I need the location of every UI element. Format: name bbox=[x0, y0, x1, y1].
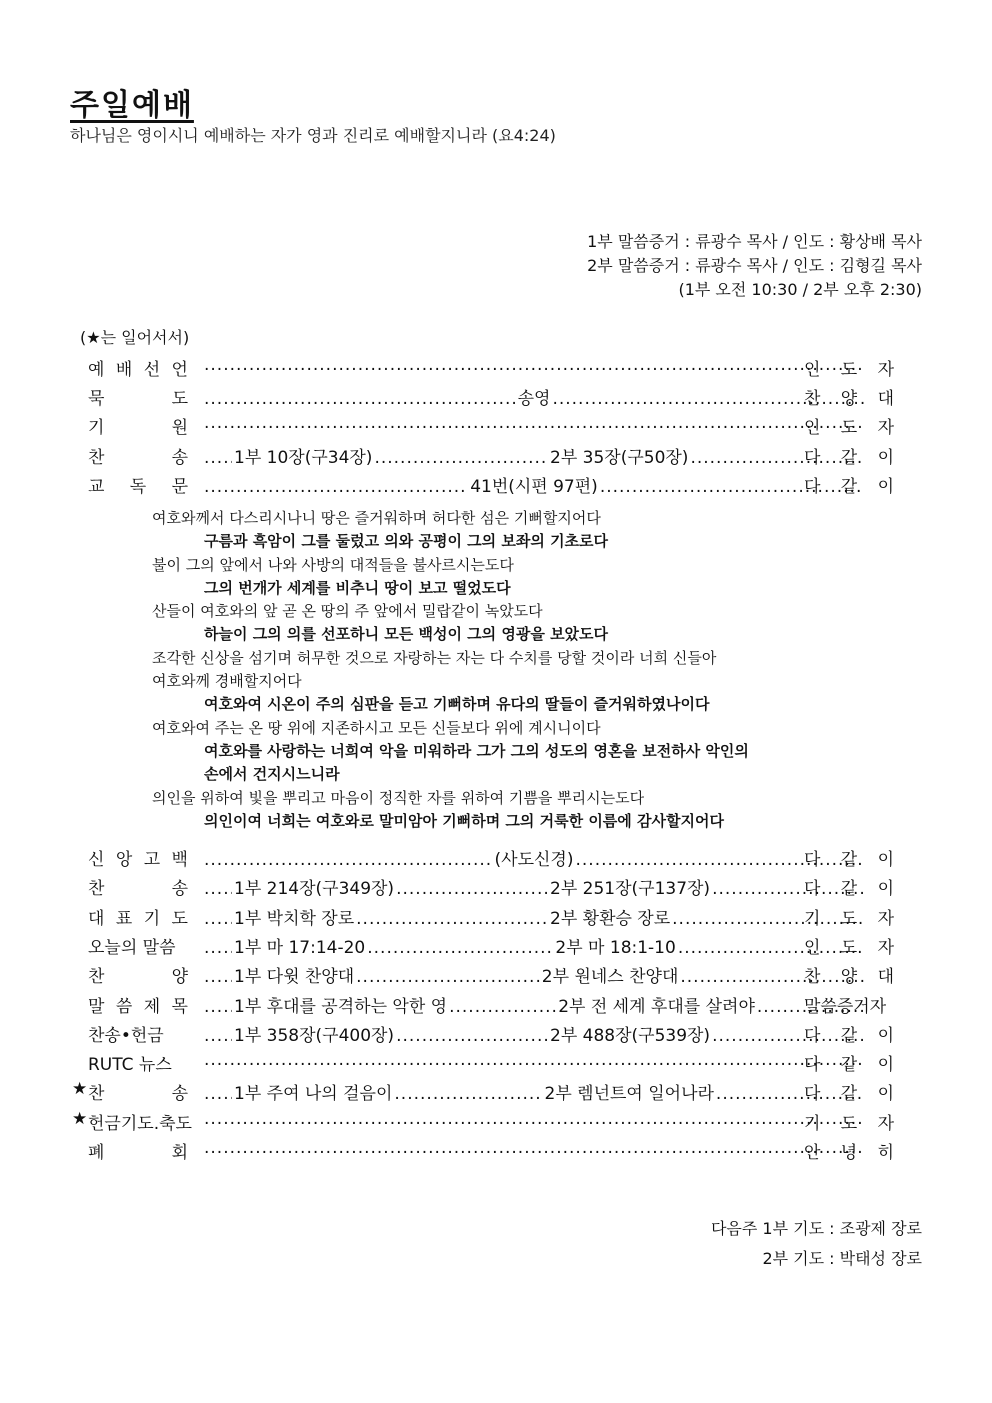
order-label-text: 예 배 선 언 bbox=[88, 360, 188, 380]
leader-dots bbox=[204, 448, 232, 468]
order-row bbox=[70, 1050, 922, 1078]
part-2: 2부 황환승 장로 bbox=[550, 908, 671, 929]
order-body bbox=[204, 1021, 864, 1046]
preacher-line-2: 2부 말씀증거 : 류광수 목사 / 인도 : 김형길 목사 bbox=[587, 256, 922, 275]
leader-dots bbox=[204, 1026, 232, 1046]
part-2: 2부 488장(구539장) bbox=[550, 1025, 711, 1046]
order-row bbox=[70, 1109, 922, 1137]
order-role: 다 같 이 bbox=[804, 1055, 894, 1076]
order-role: 다 같 이 bbox=[804, 850, 894, 870]
leader-dots bbox=[204, 355, 864, 375]
order-row bbox=[70, 992, 922, 1020]
order-body bbox=[204, 472, 864, 497]
bible-verse: 하나님은 영이시니 예배하는 자가 영과 진리로 예배할지니라 (요4:24) bbox=[70, 126, 556, 145]
order-role: 말씀증거자 bbox=[804, 996, 887, 1017]
order-row bbox=[70, 413, 922, 441]
order-label-text: 찬 양 bbox=[88, 967, 188, 988]
order-label-text: 신 앙 고 백 bbox=[88, 850, 188, 870]
part-2: 2부 35장(구50장) bbox=[550, 447, 689, 468]
order-label-text: 폐 회 bbox=[88, 1143, 188, 1163]
part-2: 2부 원네스 찬양대 bbox=[541, 967, 679, 988]
reading-leader-line: 조각한 신상을 섬기며 허무한 것으로 자랑하는 자는 다 수치를 당할 것이라 너희 신들아 bbox=[152, 648, 717, 667]
order-role: 기 도 자 bbox=[804, 908, 894, 929]
next-week-prayer-2: 2부 기도 : 박태성 장로 bbox=[762, 1249, 922, 1268]
order-body bbox=[204, 1109, 864, 1129]
next-week-prayer bbox=[711, 1214, 922, 1274]
order-row bbox=[70, 472, 922, 500]
order-label-text: 찬 송 bbox=[88, 447, 188, 468]
order-row bbox=[70, 904, 922, 932]
order-label-text: 묵 도 bbox=[88, 389, 188, 410]
order-body bbox=[204, 413, 864, 433]
order-role: 인 도 자 bbox=[804, 937, 894, 958]
order-row bbox=[70, 384, 922, 412]
order-row bbox=[70, 845, 922, 873]
leader-dots bbox=[367, 938, 553, 958]
leader-dots bbox=[394, 1084, 542, 1104]
part-2: 2부 렘넌트여 일어나라 bbox=[544, 1084, 714, 1105]
order-role: 인 도 자 bbox=[804, 360, 894, 380]
order-role: 인 도 자 bbox=[804, 418, 894, 439]
leader-dots bbox=[449, 997, 556, 1017]
leader-dots bbox=[356, 967, 540, 987]
order-row bbox=[70, 1079, 922, 1107]
responsive-reading bbox=[152, 507, 892, 833]
reading-people-line: 하늘이 그의 의를 선포하니 모든 백성이 그의 영광을 보았도다 bbox=[204, 625, 609, 644]
reading-people-line: 여호와를 사랑하는 너희여 악을 미워하라 그가 그의 성도의 영혼을 보전하사 악인의 bbox=[204, 741, 749, 760]
order-label-text: 찬 송 bbox=[88, 879, 188, 900]
service-times: (1부 오전 10:30 / 2부 오후 2:30) bbox=[678, 280, 922, 299]
preacher-info bbox=[587, 230, 922, 302]
leader-dots bbox=[204, 1050, 864, 1070]
order-label-text: 말 씀 제 목 bbox=[88, 996, 188, 1017]
reading-leader-line: 의인을 위하여 빛을 뿌리고 마음이 정직한 자를 위하여 기쁨을 뿌리시는도다 bbox=[152, 788, 645, 807]
order-body bbox=[204, 355, 864, 375]
order-body bbox=[204, 992, 864, 1017]
leader-dots bbox=[204, 850, 493, 870]
order-row bbox=[70, 355, 922, 383]
order-body bbox=[204, 904, 864, 929]
reading-leader-line: 산들이 여호와의 앞 곧 온 땅의 주 앞에서 밀랍같이 녹았도다 bbox=[152, 602, 543, 621]
reading-leader-line: 불이 그의 앞에서 나와 사방의 대적들을 불사르시는도다 bbox=[152, 555, 514, 574]
order-row bbox=[70, 874, 922, 902]
part-2: 2부 마 18:1-10 bbox=[555, 937, 676, 958]
order-row bbox=[70, 962, 922, 990]
part-1: 1부 마 17:14-20 bbox=[234, 937, 366, 958]
leader-dots bbox=[204, 967, 232, 987]
reading-people-line: 그의 번개가 세계를 비추니 땅이 보고 떨었도다 bbox=[204, 578, 511, 597]
leader-dots bbox=[204, 1109, 864, 1129]
reading-people-line: 구름과 흑암이 그를 둘렀고 의와 공평이 그의 보좌의 기초로다 bbox=[204, 532, 609, 551]
part-1: 1부 박치학 장로 bbox=[234, 908, 355, 929]
part-1: 1부 후대를 공격하는 악한 영 bbox=[234, 996, 448, 1017]
order-detail: 송영 bbox=[517, 389, 551, 410]
order-label-text: 찬송•헌금 bbox=[88, 1025, 164, 1046]
reading-leader-line: 여호와께 경배할지어다 bbox=[152, 672, 302, 691]
order-body bbox=[204, 1079, 864, 1104]
standing-star: ★ bbox=[72, 1079, 88, 1100]
reading-people-line: 의인이여 너희는 여호와로 말미암아 기뻐하며 그의 거룩한 이름에 감사할지어다 bbox=[204, 811, 724, 830]
order-label-text: 기 원 bbox=[88, 418, 188, 439]
leader-dots bbox=[396, 879, 548, 899]
part-2: 2부 전 세계 후대를 살려야 bbox=[558, 996, 755, 1017]
order-label-text: 교 독 문 bbox=[88, 476, 188, 497]
order-body bbox=[204, 845, 864, 870]
order-label-text: RUTC 뉴스 bbox=[88, 1055, 172, 1076]
part-1: 1부 주여 나의 걸음이 bbox=[234, 1084, 393, 1105]
order-body bbox=[204, 384, 864, 409]
leader-dots bbox=[204, 938, 232, 958]
order-label-text: 찬 송 bbox=[88, 1084, 188, 1105]
order-row bbox=[70, 1138, 922, 1166]
preacher-line-1: 1부 말씀증거 : 류광수 목사 / 인도 : 황상배 목사 bbox=[587, 232, 922, 251]
reading-leader-line: 여호와께서 다스리시나니 땅은 즐거워하며 허다한 섬은 기뻐할지어다 bbox=[152, 509, 601, 527]
order-body bbox=[204, 933, 864, 958]
order-detail: 41번(시편 97편) bbox=[470, 476, 598, 497]
order-role: 다 같 이 bbox=[804, 1084, 894, 1105]
order-label-text: 헌금기도.축도 bbox=[88, 1113, 192, 1134]
part-1: 1부 214장(구349장) bbox=[234, 879, 395, 900]
part-1: 1부 다윗 찬양대 bbox=[234, 967, 355, 988]
order-body bbox=[204, 874, 864, 899]
part-1: 1부 10장(구34장) bbox=[234, 447, 373, 468]
order-role: 다 같 이 bbox=[804, 476, 894, 497]
order-role: 다 같 이 bbox=[804, 1025, 894, 1046]
order-row bbox=[70, 1021, 922, 1049]
leader-dots bbox=[396, 1026, 548, 1046]
leader-dots bbox=[374, 448, 548, 468]
order-role: 찬 양 대 bbox=[804, 389, 894, 410]
order-row bbox=[70, 933, 922, 961]
reading-leader-line: 여호와여 주는 온 땅 위에 지존하시고 모든 신들보다 위에 계시니이다 bbox=[152, 718, 601, 737]
reading-people-line: 여호와여 시온이 주의 심판을 듣고 기뻐하며 유다의 딸들이 즐거워하였나이다 bbox=[204, 695, 710, 714]
leader-dots bbox=[204, 1138, 864, 1158]
next-week-prayer-1: 다음주 1부 기도 : 조광제 장로 bbox=[710, 1219, 922, 1238]
leader-dots bbox=[204, 477, 468, 497]
part-2: 2부 251장(구137장) bbox=[550, 879, 711, 900]
order-body bbox=[204, 962, 864, 987]
order-body bbox=[204, 1138, 864, 1158]
order-role: 다 같 이 bbox=[804, 447, 894, 468]
order-role: 안 녕 히 bbox=[804, 1143, 894, 1163]
order-body bbox=[204, 443, 864, 468]
reading-people-line: 손에서 건지시느니라 bbox=[204, 765, 340, 784]
order-role: 찬 양 대 bbox=[804, 967, 894, 988]
page-title: 주일예배 bbox=[70, 88, 194, 123]
order-label-text: 오늘의 말씀 bbox=[88, 937, 176, 958]
leader-dots bbox=[204, 909, 232, 929]
leader-dots bbox=[356, 909, 548, 929]
leader-dots bbox=[204, 389, 516, 409]
standing-note: (★는 일어서서) bbox=[80, 328, 190, 347]
part-1: 1부 358장(구400장) bbox=[234, 1025, 395, 1046]
leader-dots bbox=[204, 997, 232, 1017]
standing-star: ★ bbox=[72, 1108, 88, 1129]
order-label-text: 대 표 기 도 bbox=[88, 908, 188, 929]
order-detail: (사도신경) bbox=[494, 850, 574, 870]
order-body bbox=[204, 1050, 864, 1070]
order-role: 기 도 자 bbox=[804, 1113, 894, 1134]
leader-dots bbox=[204, 879, 232, 899]
order-row bbox=[70, 443, 922, 471]
leader-dots bbox=[204, 413, 864, 433]
leader-dots bbox=[204, 1084, 232, 1104]
order-role: 다 같 이 bbox=[804, 879, 894, 900]
